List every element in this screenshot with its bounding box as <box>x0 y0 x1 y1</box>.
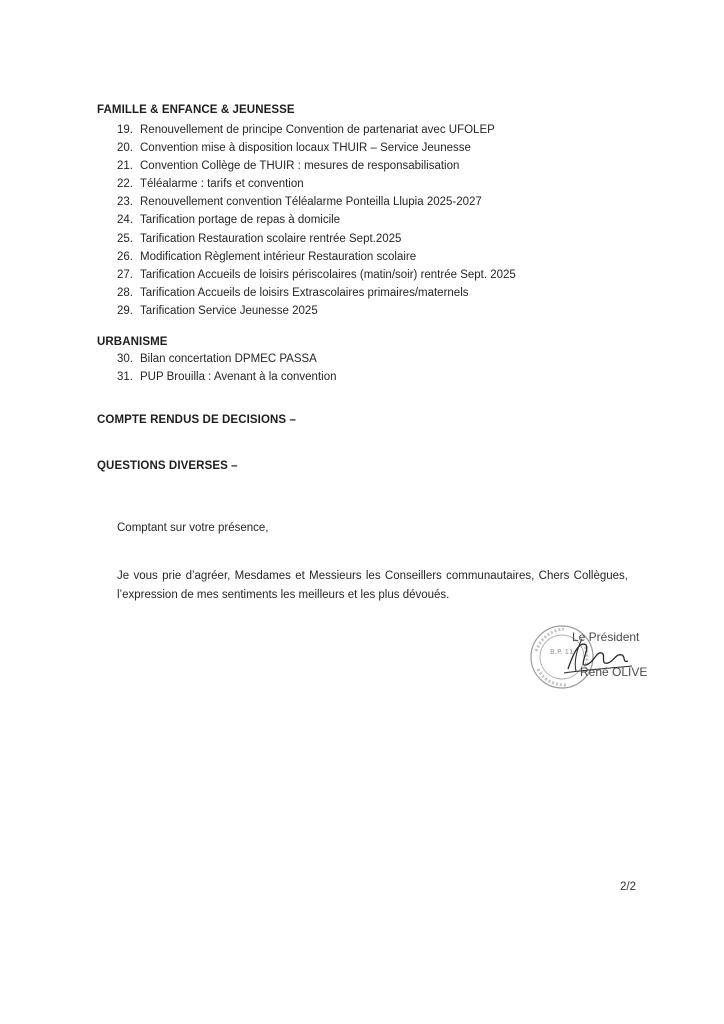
list-item: 23. Renouvellement convention Téléalarme Ponteilla Llupia 2025-2027 <box>117 196 482 209</box>
stamp-text: B.P. 11 <box>550 648 574 656</box>
section-title-famille: FAMILLE & ENFANCE & JEUNESSE <box>97 104 295 116</box>
list-item: 19. Renouvellement de principe Convention de partenariat avec UFOLEP <box>117 124 495 136</box>
list-item: 25. Tarification Restauration scolaire rentrée Sept.2025 <box>117 232 402 245</box>
list-item: 22. Téléalarme : tarifs et convention <box>117 178 304 191</box>
section-title-questions: QUESTIONS DIVERSES – <box>97 460 238 472</box>
signature-name: René OLIVE <box>580 665 648 679</box>
list-item: 27. Tarification Accueils de loisirs périscolaires (matin/soir) rentrée Sept. 2025 <box>117 268 516 281</box>
list-item: 26. Modification Règlement intérieur Restauration scolaire <box>117 250 417 263</box>
urbanisme-list <box>117 350 336 386</box>
famille-list <box>117 121 516 320</box>
section-title-compte-rendus: COMPTE RENDUS DE DECISIONS – <box>97 414 296 426</box>
signature-role: Le Président <box>572 630 640 644</box>
list-item: 28. Tarification Accueils de loisirs Extrascolaires primaires/maternels <box>117 286 469 299</box>
closing-line-1: Je vous prie d’agréer, Mesdames et Messieurs les Conseillers communautaires, Chers Collègues, <box>117 570 628 582</box>
closing-presence: Comptant sur votre présence, <box>117 522 269 534</box>
list-item: 21. Convention Collège de THUIR : mesures de responsabilisation <box>117 160 460 173</box>
list-item: 24. Tarification portage de repas à domicile <box>117 214 341 227</box>
list-item: 20. Convention mise à disposition locaux THUIR – Service Jeunesse <box>117 142 471 155</box>
page-number: 2/2 <box>620 881 636 893</box>
closing-line-2: l’expression de mes sentiments les meilleurs et les plus dévoués. <box>117 589 450 601</box>
list-item: 31. PUP Brouilla : Avenant à la convention <box>117 371 337 384</box>
list-item: 30. Bilan concertation DPMEC PASSA <box>117 353 317 365</box>
list-item: 29. Tarification Service Jeunesse 2025 <box>117 304 318 317</box>
section-title-urbanisme: URBANISME <box>97 336 168 348</box>
signature-block <box>524 621 654 693</box>
